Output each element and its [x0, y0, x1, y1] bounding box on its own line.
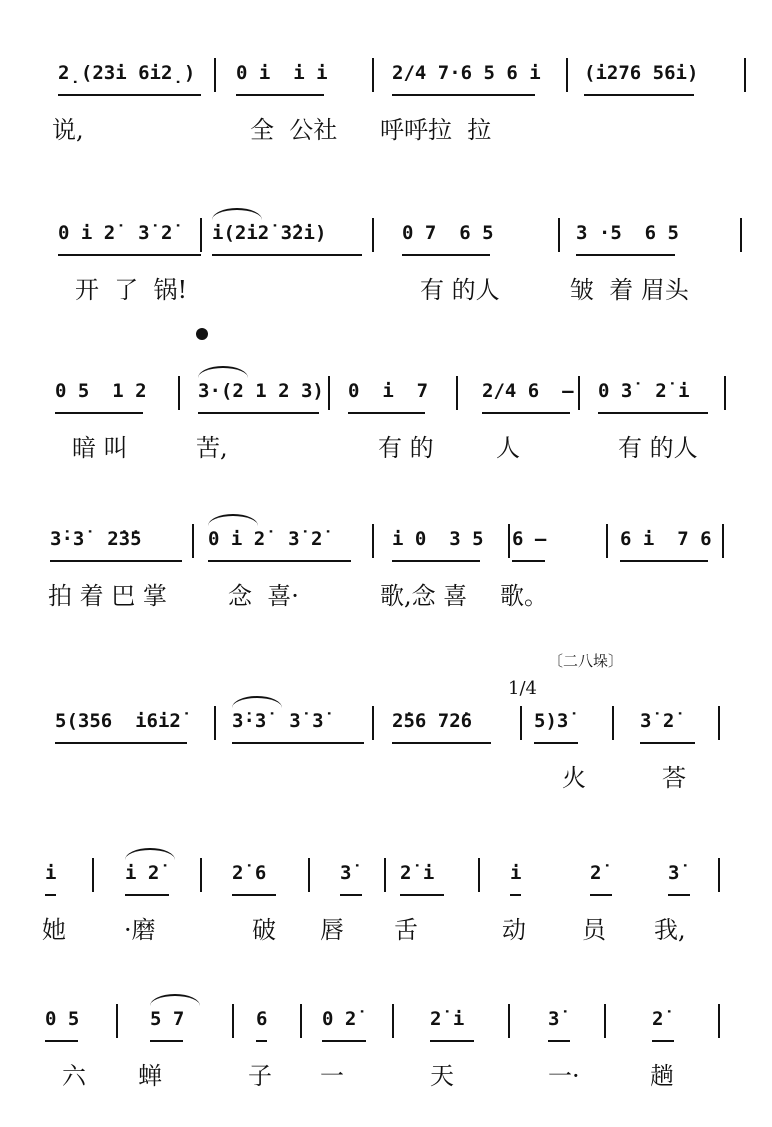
notation-row [0, 62, 772, 102]
notation-measure: 0 i i i [236, 62, 328, 84]
lyric-text: 有 的人 [618, 434, 698, 462]
bar-line [558, 218, 560, 252]
beam-underline [510, 894, 521, 896]
tie-slur [198, 366, 248, 378]
bar-line [612, 706, 614, 740]
lyric-text: 有 的人 [420, 276, 500, 304]
ink-blot [196, 328, 208, 340]
bar-line [566, 58, 568, 92]
beam-underline [55, 742, 187, 744]
bar-line [578, 376, 580, 410]
bar-line [722, 524, 724, 558]
beam-underline [402, 254, 490, 256]
tie-slur [150, 994, 200, 1006]
bar-line [308, 858, 310, 892]
bar-line [478, 858, 480, 892]
beam-underline [45, 1040, 78, 1042]
bar-line [606, 524, 608, 558]
lyric-text: 我, [654, 916, 686, 944]
bar-line [372, 218, 374, 252]
lyric-text: 子 [248, 1062, 272, 1090]
notation-row [0, 862, 772, 902]
lyric-text: 趟 [650, 1062, 674, 1090]
lyrics-row [0, 270, 772, 302]
bar-line [508, 1004, 510, 1038]
lyric-text: 她 [42, 916, 66, 944]
bar-line [372, 706, 374, 740]
beam-underline [232, 894, 276, 896]
lyrics-row [0, 428, 772, 460]
beam-underline [590, 894, 612, 896]
beam-underline [45, 894, 56, 896]
lyric-text: 一 [320, 1062, 344, 1090]
beam-underline [348, 412, 425, 414]
notation-measure: 2/4 6 — [482, 380, 574, 402]
tie-slur [125, 848, 175, 860]
bar-line [232, 1004, 234, 1038]
lyrics-row [0, 576, 772, 608]
notation-measure: 0 5 [45, 1008, 80, 1030]
notation-measure: i [510, 862, 522, 884]
notation-row [0, 1008, 772, 1048]
bar-line [200, 218, 202, 252]
bar-line [328, 376, 330, 410]
lyric-text: 荅 [662, 764, 686, 792]
lyrics-row [0, 910, 772, 942]
lyrics-row [0, 1056, 772, 1088]
tie-slur [232, 696, 282, 708]
notation-measure: 2̇ [590, 862, 602, 884]
lyric-text: 员 [582, 916, 606, 944]
beam-underline [232, 742, 364, 744]
notation-measure: i 2̇ [125, 862, 160, 884]
lyric-text: 破 [252, 916, 276, 944]
lyrics-row [0, 758, 772, 790]
notation-measure: 3̇·3̇ 3̇ 3̇ [232, 710, 324, 732]
notation-measure: 5(356 i6i2̇ [55, 710, 181, 732]
beam-underline [256, 1040, 267, 1042]
lyric-text: 皱 着 眉头 [570, 276, 689, 304]
bar-line [372, 58, 374, 92]
bar-line [740, 218, 742, 252]
bar-line [192, 524, 194, 558]
bar-line [214, 58, 216, 92]
beam-underline [548, 1040, 570, 1042]
bar-line [384, 858, 386, 892]
lyric-text: 六 [62, 1062, 86, 1090]
notation-measure: 2̇ i [400, 862, 435, 884]
bar-line [200, 858, 202, 892]
bar-line [520, 706, 522, 740]
notation-measure: 2̇ 6 [232, 862, 267, 884]
lyric-text: 苦, [196, 434, 228, 462]
notation-row [0, 222, 772, 262]
notation-measure: 5 7 [150, 1008, 185, 1030]
beam-underline [576, 254, 675, 256]
bar-line [718, 706, 720, 740]
bar-line [178, 376, 180, 410]
notation-measure: 0 i 2̇ 3̇ 2̇ [58, 222, 173, 244]
beam-underline [534, 742, 578, 744]
bar-line [508, 524, 510, 558]
bar-line [604, 1004, 606, 1038]
lyric-text: 火 [562, 764, 586, 792]
lyric-text: 歌。 [500, 582, 548, 610]
lyric-text: 有 的 [378, 434, 434, 462]
bar-line [718, 858, 720, 892]
notation-measure: 0 7 6 5 [402, 222, 494, 244]
beam-underline [50, 560, 182, 562]
beam-underline [212, 254, 362, 256]
time-signature: 1/4 [508, 678, 537, 699]
bar-line [300, 1004, 302, 1038]
notation-measure: 6 [256, 1008, 268, 1030]
beam-underline [400, 894, 444, 896]
bar-line [744, 58, 746, 92]
lyric-text: 全 公社 [250, 116, 338, 144]
beam-underline [584, 94, 694, 96]
notation-measure: i(2̇i2̇ 3̇2̇i) [212, 222, 327, 244]
notation-measure: 3̇·3̇ 2̇3̇5 [50, 528, 142, 550]
notation-measure: 5)3̇ [534, 710, 569, 732]
beam-underline [322, 1040, 366, 1042]
beam-underline [482, 412, 570, 414]
beam-underline [640, 742, 695, 744]
lyric-text: 唇 [320, 916, 344, 944]
notation-row [0, 710, 772, 750]
bar-line [92, 858, 94, 892]
notation-measure: 6 — [512, 528, 547, 550]
tie-slur [212, 208, 262, 220]
notation-measure: i 0 3 5 [392, 528, 484, 550]
lyric-text: 说, [52, 116, 84, 144]
lyric-text: ·磨 [124, 916, 156, 944]
lyric-text: 拍 着 巴 掌 [48, 582, 167, 610]
banner-label: 〔二八垛〕 [548, 652, 624, 670]
bar-line [214, 706, 216, 740]
lyric-text: 暗 叫 [72, 434, 128, 462]
lyric-text: 人 [496, 434, 520, 462]
beam-underline [668, 894, 690, 896]
beam-underline [340, 894, 362, 896]
notation-measure: 0 5 1 2 [55, 380, 147, 402]
lyric-text: 天 [430, 1062, 454, 1090]
beam-underline [208, 560, 351, 562]
beam-underline [512, 560, 545, 562]
bar-line [456, 376, 458, 410]
beam-underline [620, 560, 708, 562]
bar-line [718, 1004, 720, 1038]
beam-underline [125, 894, 169, 896]
lyric-text: 歌,念 喜 [380, 582, 468, 610]
notation-measure: 3·(2 1 2 3) [198, 380, 324, 402]
lyrics-row [0, 110, 772, 142]
notation-measure: 2/4 7·6 5 6 i [392, 62, 541, 84]
beam-underline [392, 94, 535, 96]
beam-underline [150, 1040, 183, 1042]
notation-measure: 2̇ i [430, 1008, 465, 1030]
notation-measure: i [45, 862, 57, 884]
notation-measure: 0 i 2̇ 3̇ 2̇ [208, 528, 323, 550]
beam-underline [236, 94, 324, 96]
beam-underline [652, 1040, 674, 1042]
tie-slur [208, 514, 258, 526]
lyric-text: 蝉 [138, 1062, 162, 1090]
notation-measure: 3̇ [548, 1008, 560, 1030]
beam-underline [392, 560, 480, 562]
lyric-text: 开 了 锅! [75, 276, 188, 304]
notation-row [0, 380, 772, 420]
beam-underline [58, 254, 201, 256]
bar-line [392, 1004, 394, 1038]
lyric-text: 念 喜· [228, 582, 299, 610]
notation-measure: 0 3̇ 2̇ i [598, 380, 690, 402]
lyric-text: 动 [502, 916, 526, 944]
beam-underline [392, 742, 491, 744]
beam-underline [430, 1040, 474, 1042]
beam-underline [55, 412, 143, 414]
bar-line [116, 1004, 118, 1038]
notation-measure: 3̇ 2̇ [640, 710, 675, 732]
lyric-text: 舌 [394, 916, 418, 944]
lyric-text: 呼呼拉 拉 [380, 116, 492, 144]
notation-measure: 6 i 7 6 [620, 528, 712, 550]
bar-line [372, 524, 374, 558]
notation-measure: 3̇ [340, 862, 352, 884]
notation-measure: 3 ·5 6 5 [576, 222, 679, 244]
notation-measure: 0 2̇ [322, 1008, 357, 1030]
notation-measure: 3̇ [668, 862, 680, 884]
notation-row [0, 528, 772, 568]
notation-measure: 2̣(23̇i 6i2̣) [58, 62, 196, 84]
notation-measure: 2̇ [652, 1008, 664, 1030]
notation-measure: 0 i 7 [348, 380, 429, 402]
beam-underline [598, 412, 708, 414]
beam-underline [58, 94, 201, 96]
bar-line [724, 376, 726, 410]
notation-measure: 2̇56 72̇6 [392, 710, 473, 732]
lyric-text: 一· [548, 1062, 580, 1090]
beam-underline [198, 412, 319, 414]
notation-measure: (i276 56i) [584, 62, 699, 84]
